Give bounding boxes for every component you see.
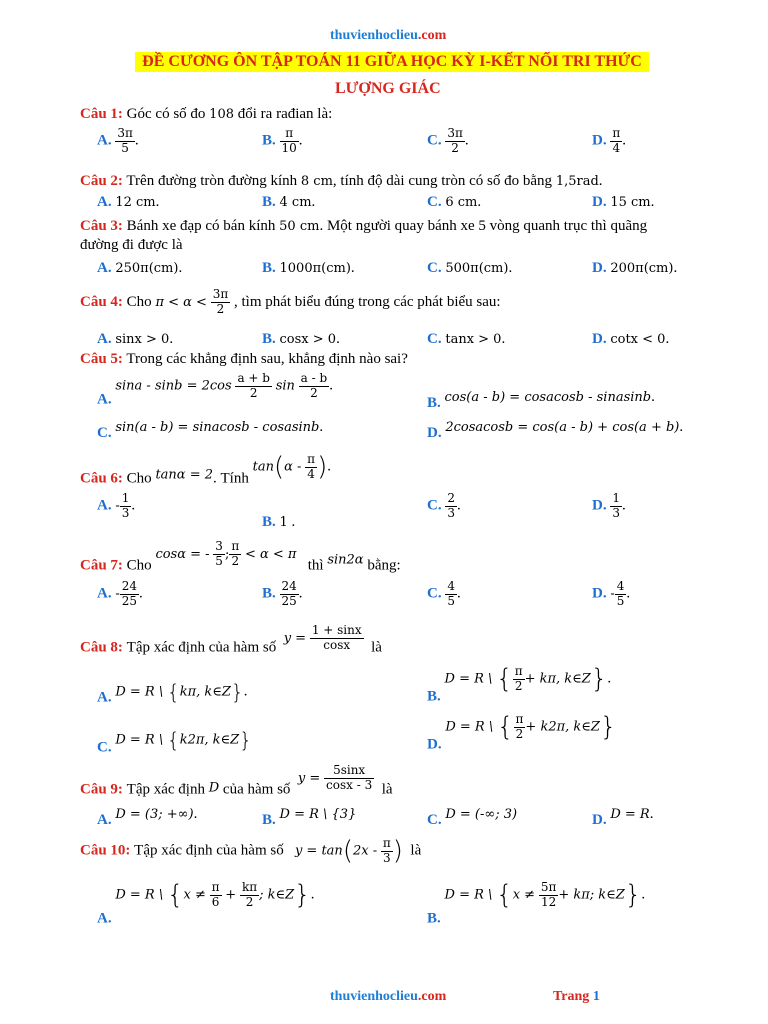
option-letter: C. — [427, 260, 442, 276]
question-text: Tập xác định của hàm số — [126, 639, 277, 656]
option-letter: B. — [262, 194, 276, 210]
option-value: D = R \ — [115, 887, 164, 903]
option-letter: A. — [97, 391, 112, 408]
option-letter: D. — [592, 812, 607, 828]
option-a[interactable]: A. sinx > 0. — [97, 331, 174, 347]
option-a[interactable]: A. - $\frac{1}{3}$ . — [97, 491, 136, 520]
option-b[interactable]: B. cosx > 0. — [262, 331, 340, 347]
option-value: D = (3; +∞) — [115, 807, 194, 822]
option-d[interactable]: D. $\frac{1}{3}$ . — [592, 491, 626, 520]
option-letter: B. — [262, 331, 276, 347]
option-value: 1 — [279, 515, 288, 530]
fraction: $\frac{\pi}{2}$ — [514, 663, 523, 693]
option-b[interactable]: B. 1 . — [262, 514, 296, 530]
question-text: . Tính — [213, 470, 249, 487]
math-expression: π < α < — [155, 294, 207, 310]
option-b[interactable] — [262, 806, 356, 829]
option-letter: C. — [427, 812, 442, 828]
option-d[interactable]: D. cotx < 0. — [592, 331, 670, 347]
question-10: Câu 10: Tập xác định của hàm số y = tan(2x - $\frac{\pi}{3}$ ) là — [80, 835, 422, 866]
option-b[interactable]: B. $\frac{24}{25}$ . — [262, 579, 303, 608]
math-expression: 1,5rad — [555, 174, 599, 189]
question-label: Câu 4: — [80, 293, 123, 310]
option-value: sin — [275, 378, 295, 394]
option-value: 4 cm — [279, 195, 312, 210]
option-letter: D. — [592, 585, 607, 602]
option-d[interactable]: D. D = R. — [592, 806, 654, 828]
fraction: $\frac{3}{5}$ — [215, 539, 223, 568]
math-expression: α - — [284, 459, 302, 475]
question-text: Trên đường tròn đường kính — [126, 173, 298, 189]
fraction: $\frac{\pi}{2}$ — [231, 539, 240, 568]
question-text: là — [371, 639, 382, 656]
option-c[interactable]: C. sin(a - b) = sinacosb - cosasinb. — [97, 419, 324, 441]
option-b[interactable]: B. 1000π(cm). — [262, 260, 355, 276]
option-d[interactable]: D. - $\frac{4}{5}$ . — [592, 579, 631, 608]
option-value: 200π(cm) — [610, 261, 674, 276]
section-title: LƯỢNG GIÁC — [335, 80, 441, 97]
question-label: Câu 7: — [80, 557, 123, 574]
option-a[interactable]: A. sina - sinb = 2cos $\frac{a + b}{2}$ sin $\frac{a - b}{2}$ . — [97, 371, 333, 408]
question-text: Tập xác định của hàm số — [134, 842, 284, 859]
option-letter: D. — [592, 194, 607, 210]
option-a[interactable]: A. 12 cm. — [97, 194, 160, 210]
question-8 — [80, 624, 382, 657]
page-number — [553, 989, 600, 1005]
option-letter: B. — [262, 812, 276, 828]
option-letter: B. — [262, 514, 276, 530]
option-letter: B. — [427, 688, 441, 705]
option-letter: D. — [592, 331, 607, 347]
fraction: $\frac{5\pi}{12}$ — [540, 879, 557, 909]
option-c[interactable]: C. tanx > 0. — [427, 331, 506, 347]
option-value: tanx > 0 — [445, 332, 502, 347]
option-value: + k2π, k∈Z — [525, 719, 600, 735]
option-value: D = R — [610, 807, 650, 822]
option-value: sina - sinb = 2cos — [115, 378, 232, 394]
option-letter: C. — [427, 194, 442, 210]
option-letter: B. — [262, 260, 276, 276]
question-label: Câu 5: — [80, 351, 123, 367]
question-text: đổi ra rađian là: — [237, 106, 333, 122]
fraction: $\frac{1 + \sin x}{\cos x}$ — [311, 623, 362, 652]
option-value: D = R \ — [444, 887, 493, 903]
option-letter: A. — [97, 910, 112, 927]
option-letter: A. — [97, 132, 112, 149]
question-text-continued: đường đi được là — [80, 237, 183, 253]
option-letter: A. — [97, 812, 112, 828]
question-text: Cho — [126, 293, 152, 310]
option-value: 2cosacosb = cos(a - b) + cos(a + b) — [445, 420, 680, 435]
option-letter: D. — [592, 497, 607, 514]
option-letter: A. — [97, 194, 112, 210]
option-value: D = R \ — [445, 719, 494, 735]
math-expression: D — [208, 780, 220, 796]
question-label: Câu 3: — [80, 218, 123, 234]
question-label: Câu 6: — [80, 470, 123, 487]
option-value: 250π(cm) — [115, 261, 179, 276]
fraction: $\frac{1}{3}$ — [612, 491, 620, 520]
fraction: $\frac{\pi}{10}$ — [281, 126, 297, 155]
fraction: $\frac{3\pi}{5}$ — [117, 126, 133, 155]
fraction: $\frac{\pi}{3}$ — [382, 835, 391, 865]
question-text: thì — [307, 557, 324, 574]
site-tld: .com — [417, 28, 447, 43]
math-expression: 8 cm — [300, 174, 333, 189]
fraction: $\frac{\pi}{2}$ — [515, 711, 524, 741]
option-value: 1000π(cm) — [279, 261, 351, 276]
math-expression: y = tan — [294, 843, 343, 859]
question-2: Câu 2: Trên đường tròn đường kính 8 cm, tính độ dài cung tròn có số đo bằng 1,5rad. — [80, 173, 603, 189]
option-value: + kπ, k∈Z — [524, 671, 591, 687]
option-value: D = R \ — [115, 684, 164, 700]
question-text: Góc có số đo — [126, 106, 206, 122]
option-value: D = (-∞; 3) — [445, 807, 518, 822]
option-letter: C. — [97, 739, 112, 756]
fraction: $\frac{4}{5}$ — [616, 579, 625, 608]
question-text: bằng: — [367, 557, 401, 574]
site-header[interactable] — [330, 28, 446, 44]
option-d[interactable]: D. 200π(cm). — [592, 260, 678, 276]
fraction: $\frac{a - b}{2}$ — [300, 371, 328, 400]
option-b[interactable]: B. cos(a - b) = cosacosb - sinasinb. — [427, 389, 655, 411]
option-d[interactable]: D. $\frac{\pi}{4}$ . — [592, 126, 626, 155]
question-text: Trong các khẳng định sau, khẳng định nào sai? — [126, 351, 408, 367]
option-value: sin(a - b) = sinacosb - cosasinb — [115, 420, 320, 435]
question-text: . Một người quay bánh xe 5 vòng quanh trục thì quãng — [319, 218, 648, 234]
option-value: sinx > 0 — [115, 332, 170, 347]
question-text: của hàm số — [222, 781, 291, 798]
question-label: Câu 2: — [80, 173, 123, 189]
option-c[interactable]: C. 6 cm. — [427, 194, 482, 210]
question-text: là — [381, 781, 393, 798]
math-expression: y = — [283, 630, 307, 646]
math-expression: 108 — [209, 107, 234, 122]
question-text: Bánh xe đạp có bán kính — [126, 218, 276, 234]
option-a[interactable]: A. - $\frac{24}{25}$ . — [97, 579, 143, 608]
math-expression: 2x - — [352, 843, 378, 859]
option-letter: A. — [97, 497, 112, 514]
fraction: $\frac{24}{25}$ — [121, 579, 138, 608]
option-letter: C. — [97, 425, 112, 441]
option-c[interactable] — [427, 806, 517, 829]
question-6: Câu 6: Cho tanα = 2. Tính tan(α - $\frac{\pi}{4}$ ). — [80, 451, 331, 487]
option-letter: D. — [592, 132, 607, 149]
option-c[interactable]: C. $\frac{3\pi}{2}$ . — [427, 126, 469, 155]
option-value: k2π, k∈Z — [179, 732, 240, 748]
site-name: thuvienhoclieu — [330, 28, 418, 43]
option-c[interactable]: C. D = R \ {k2π, k∈Z} — [97, 728, 252, 756]
option-value: 12 cm — [115, 195, 156, 210]
fraction: $\frac{5\sin x}{\cos x - 3}$ — [326, 763, 373, 792]
question-label: Câu 8: — [80, 639, 123, 656]
fraction: $\frac{2}{3}$ — [447, 491, 455, 520]
question-1 — [80, 106, 332, 123]
fraction: $\frac{1}{3}$ — [121, 491, 130, 520]
option-value: 500π(cm) — [445, 261, 509, 276]
question-text: Cho — [126, 470, 152, 487]
question-label: Câu 10: — [80, 842, 131, 859]
option-value: kπ, k∈Z — [179, 684, 231, 700]
option-d[interactable]: D. 2cosacosb = cos(a - b) + cos(a + b). — [427, 419, 684, 441]
option-letter: C. — [427, 497, 442, 514]
option-value: cosx > 0 — [279, 332, 337, 347]
question-3 — [80, 218, 647, 235]
option-value: D = R \ — [115, 732, 164, 748]
option-c[interactable]: C. 500π(cm). — [427, 260, 513, 276]
option-c[interactable]: C. $\frac{4}{5}$ . — [427, 579, 461, 608]
question-7: Câu 7: Cho cosα = - $\frac{3}{5}$ ; $\frac{\pi}{2}$ < α < π thì sin2α bằng: — [80, 539, 401, 574]
option-a[interactable]: A. D = R \ {x ≠ $\frac{\pi}{6}$ + $\frac{k\pi}{2}$ ; k∈Z}. — [97, 879, 315, 927]
question-text: , tính độ dài cung tròn có số đo bằng — [332, 173, 553, 189]
option-letter: A. — [97, 689, 112, 706]
option-c[interactable]: C. $\frac{2}{3}$ . — [427, 491, 461, 520]
option-letter: B. — [262, 132, 276, 149]
option-b[interactable]: B. D = R \ {x ≠ $\frac{5\pi}{12}$ + kπ; k∈Z}. — [427, 879, 646, 927]
page-number-value: 1 — [592, 989, 600, 1004]
fraction: $\frac{4}{5}$ — [447, 579, 455, 608]
option-letter: C. — [427, 331, 442, 347]
option-a[interactable]: A. D = (3; +∞). — [97, 806, 198, 828]
site-name: thuvienhoclieu — [330, 989, 418, 1004]
fraction: $\frac{\pi}{6}$ — [211, 879, 220, 909]
question-4 — [80, 288, 501, 317]
fraction: $\frac{3\pi}{2}$ — [447, 126, 463, 155]
question-9 — [80, 764, 393, 799]
question-label: Câu 1: — [80, 106, 123, 122]
option-a[interactable]: A. D = R \ {kπ, k∈Z}. — [97, 680, 248, 706]
math-expression: < α < π — [244, 546, 297, 562]
option-value: 15 cm — [610, 195, 651, 210]
option-b[interactable]: B. 4 cm. — [262, 194, 316, 210]
math-expression: y = — [297, 770, 321, 786]
option-letter: D. — [427, 736, 442, 753]
option-letter: B. — [262, 585, 276, 602]
fraction: $\frac{k\pi}{2}$ — [241, 879, 258, 909]
option-value: cotx < 0 — [610, 332, 666, 347]
option-letter: A. — [97, 331, 112, 347]
fraction: $\frac{3\pi}{2}$ — [212, 287, 229, 316]
question-text: Tập xác định — [126, 781, 205, 798]
fraction: $\frac{24}{25}$ — [281, 579, 297, 608]
math-expression: cosα = - — [155, 546, 210, 562]
question-5 — [80, 351, 408, 368]
option-b[interactable]: B. D = R \ { $\frac{\pi}{2}$ + kπ, k∈Z}. — [427, 663, 612, 705]
fraction: $\frac{\pi}{4}$ — [612, 126, 621, 155]
option-d[interactable]: D. 15 cm. — [592, 194, 655, 210]
option-letter: A. — [97, 585, 112, 602]
option-a[interactable]: A. 250π(cm). — [97, 260, 183, 276]
math-expression: tan — [252, 459, 274, 475]
question-label: Câu 9: — [80, 781, 123, 798]
option-b[interactable]: B. $\frac{\pi}{10}$ . — [262, 126, 303, 155]
option-value: D = R \ — [444, 671, 493, 687]
site-footer[interactable] — [330, 989, 446, 1005]
option-d[interactable]: D. D = R \ { $\frac{\pi}{2}$ + k2π, k∈Z} — [427, 711, 617, 753]
option-value: D = R \ {3} — [279, 807, 357, 822]
option-letter: D. — [427, 425, 442, 441]
option-letter: B. — [427, 395, 441, 411]
option-letter: C. — [427, 585, 442, 602]
math-expression: sin2α — [327, 552, 364, 568]
document-title: ĐỀ CƯƠNG ÔN TẬP TOÁN 11 GIỮA HỌC KỲ I-KẾT NỐI TRI THỨC — [135, 52, 649, 72]
option-letter: A. — [97, 260, 112, 276]
question-text: Cho — [126, 557, 152, 574]
site-tld: .com — [417, 989, 447, 1004]
option-letter: C. — [427, 132, 442, 149]
question-text: , tìm phát biểu đúng trong các phát biểu sau: — [233, 293, 501, 310]
option-a[interactable]: A. $\frac{3\pi}{5}$ . — [97, 126, 139, 155]
question-text: là — [410, 842, 422, 859]
option-value: cos(a - b) = cosacosb - sinasinb — [444, 390, 652, 405]
math-expression: tanα = 2 — [155, 467, 213, 483]
fraction: $\frac{\pi}{4}$ — [307, 451, 316, 481]
option-letter: D. — [592, 260, 607, 276]
option-letter: B. — [427, 910, 441, 927]
math-expression: 50 cm — [279, 219, 320, 234]
option-value: 6 cm — [445, 195, 478, 210]
fraction: $\frac{a + b}{2}$ — [237, 371, 270, 400]
page-label: Trang — [553, 989, 590, 1004]
